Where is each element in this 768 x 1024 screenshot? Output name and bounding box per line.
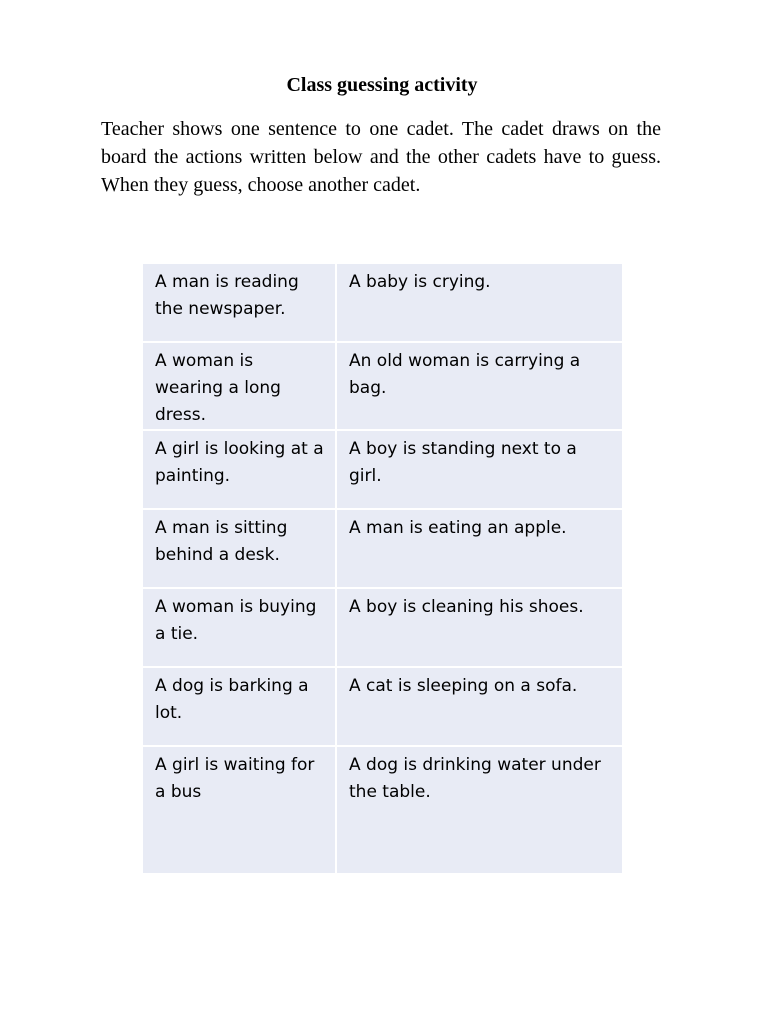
table-row (142, 588, 623, 667)
sentence-card: A woman is wearing a long dress. (142, 342, 336, 430)
sentence-card: A baby is crying. (336, 263, 623, 342)
sentence-card: An old woman is carrying a bag. (336, 342, 623, 430)
table-row (142, 342, 623, 430)
table-row (142, 509, 623, 588)
sentence-card: A dog is drinking water under the table. (336, 746, 623, 874)
sentence-card: A girl is looking at a painting. (142, 430, 336, 509)
sentence-card: A girl is waiting for a bus (142, 746, 336, 874)
sentence-card: A man is eating an apple. (336, 509, 623, 588)
sentence-cards-table (141, 262, 624, 875)
table-row (142, 430, 623, 509)
table-row (142, 263, 623, 342)
table-row (142, 746, 623, 874)
table-row (142, 667, 623, 746)
sentence-card: A cat is sleeping on a sofa. (336, 667, 623, 746)
sentence-card: A boy is cleaning his shoes. (336, 588, 623, 667)
instructions-paragraph: Teacher shows one sentence to one cadet. The cadet draws on the board the actions written below and the other cadets have to guess. When they guess, choose another cadet. (101, 118, 661, 196)
sentence-card: A boy is standing next to a girl. (336, 430, 623, 509)
sentence-card: A woman is buying a tie. (142, 588, 336, 667)
sentence-card: A man is sitting behind a desk. (142, 509, 336, 588)
page-title: Class guessing activity (286, 74, 478, 96)
sentence-card: A man is reading the newspaper. (142, 263, 336, 342)
sentence-card: A dog is barking a lot. (142, 667, 336, 746)
